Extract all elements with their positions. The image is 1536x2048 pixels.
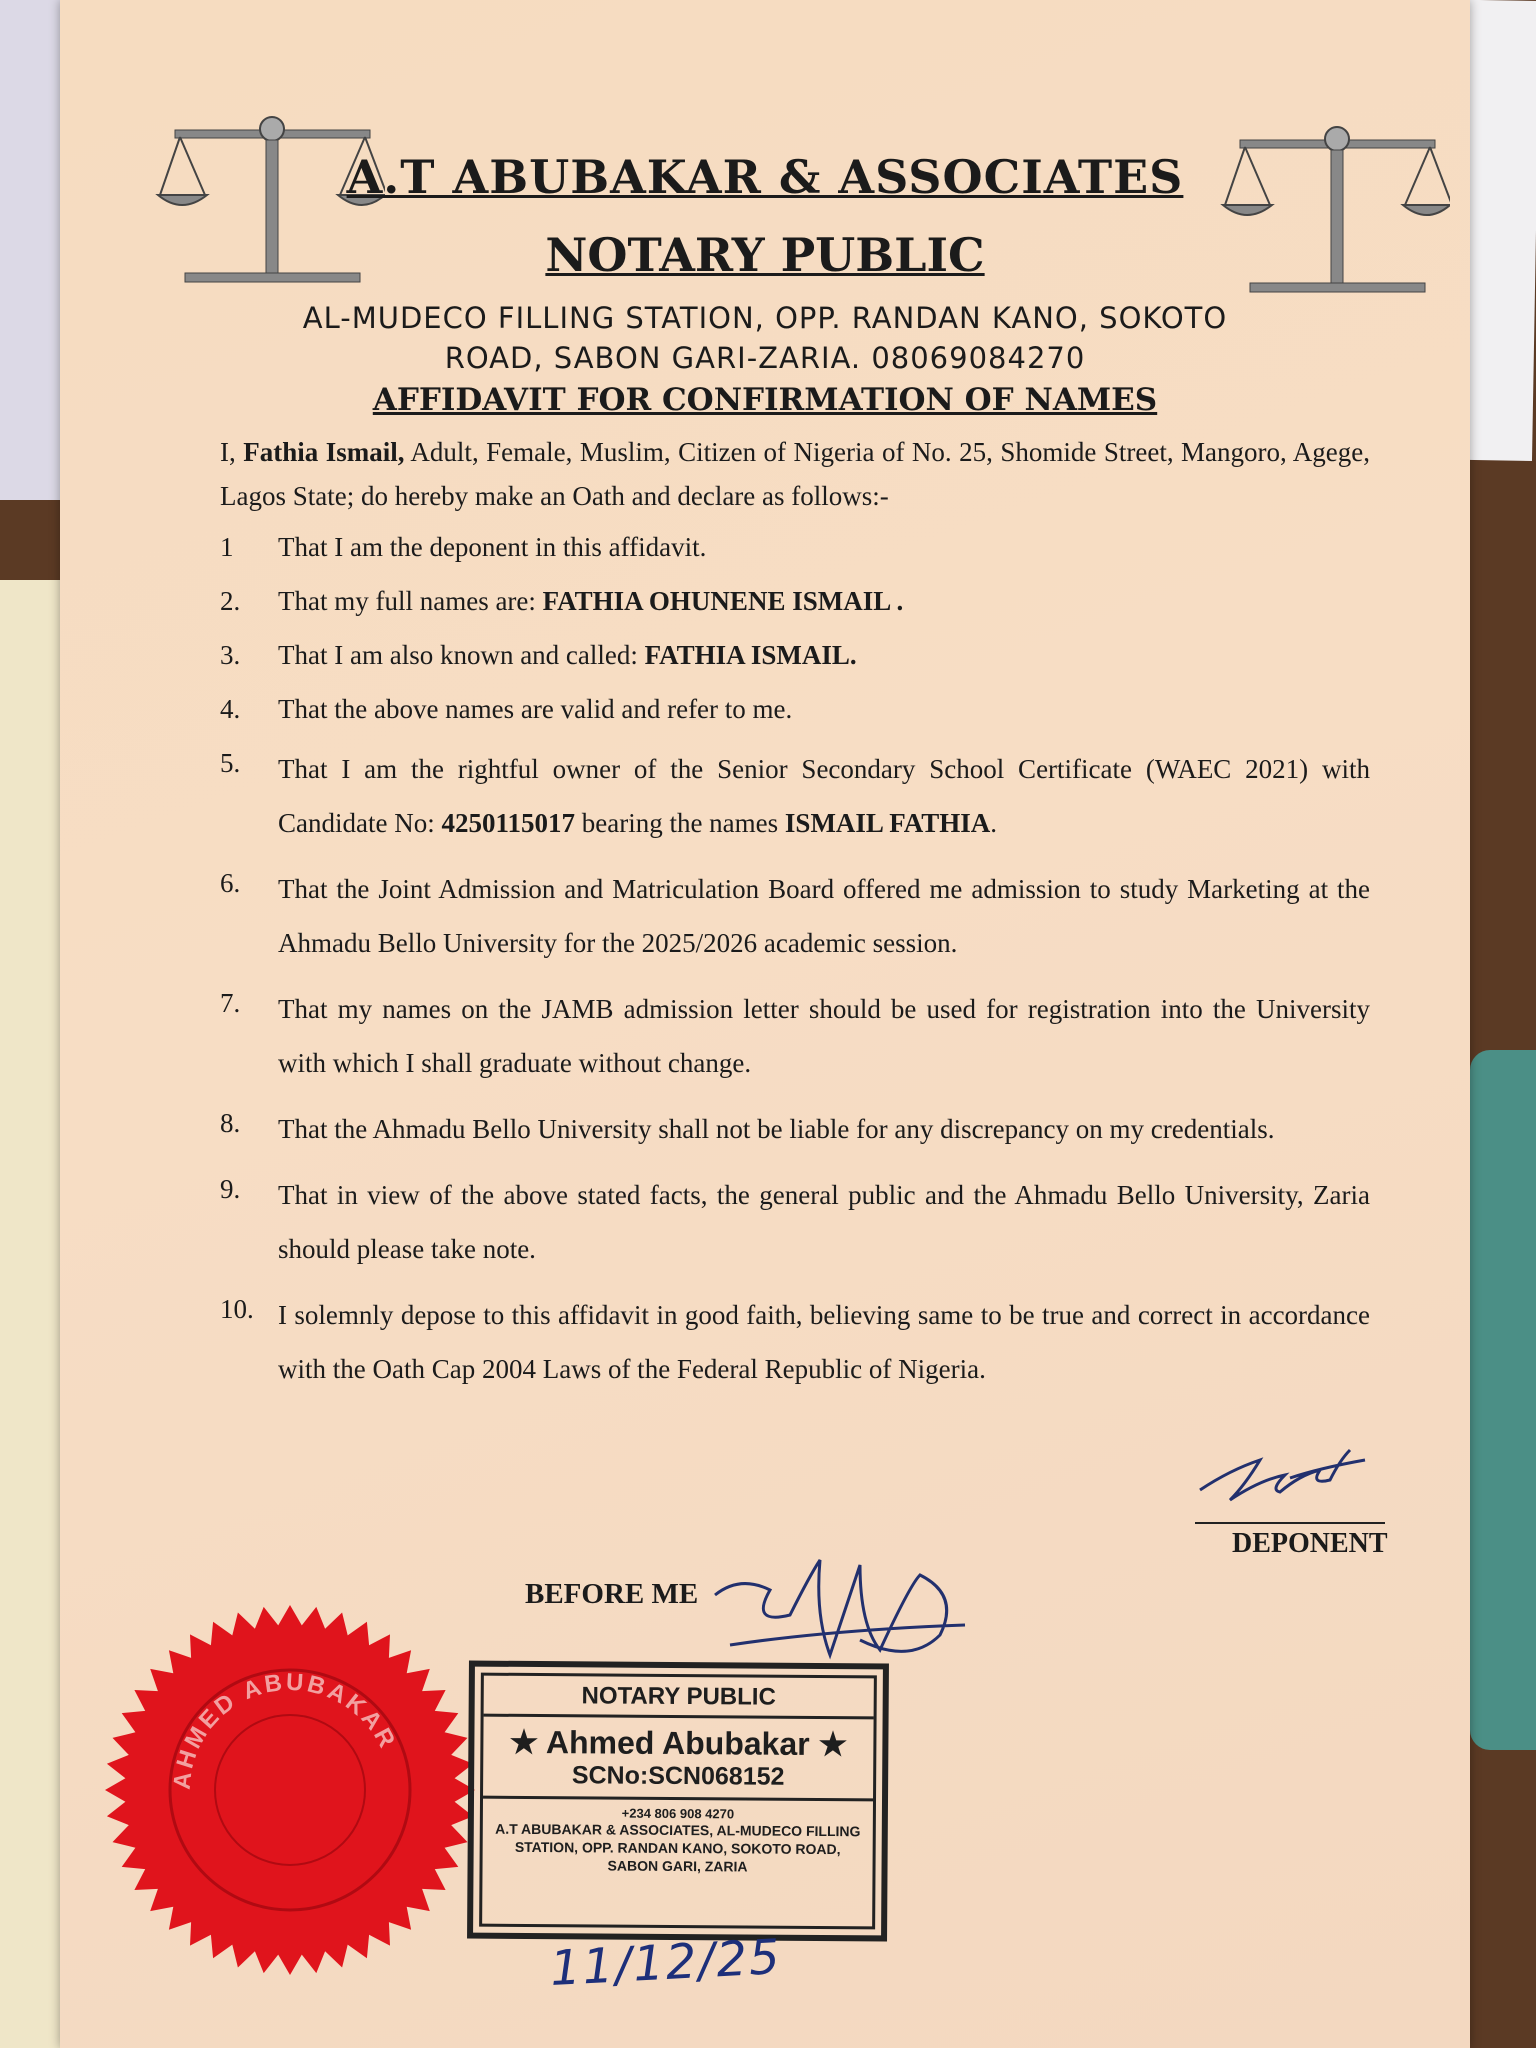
affidavit-sheet	[60, 0, 1470, 2048]
handwritten-date: 11/12/25	[548, 1928, 783, 1998]
list-item: 7. That my names on the JAMB admission letter should be used for registration into the University with which I shall graduate without change.	[220, 988, 1370, 1078]
address-line-2: ROAD, SABON GARI-ZARIA. 08069084270	[444, 341, 1086, 375]
affidavit-body	[220, 430, 1370, 1408]
notary-stamp	[467, 1661, 889, 1942]
address-line-1: AL-MUDECO FILLING STATION, OPP. RANDAN KANO, SOKOTO	[302, 301, 1228, 335]
deponent-signature-line	[1195, 1522, 1385, 1524]
background-green-folder	[1470, 1050, 1536, 1750]
list-item: 3. That I am also known and called: FATHIA ISMAIL.	[220, 640, 857, 670]
list-item: 1 That I am the deponent in this affidavit.	[220, 532, 707, 562]
list-item: 6. That the Joint Admission and Matriculation Board offered me admission to study Marketing at the Ahmadu Bello University for the 2025/2026 academic session.	[220, 868, 1370, 958]
red-notary-seal	[100, 1600, 480, 1980]
list-item: 9. That in view of the above stated facts, the general public and the Ahmadu Bello University, Zaria should please take note.	[220, 1174, 1370, 1264]
letterhead-subtitle: NOTARY PUBLIC	[545, 228, 985, 282]
list-item: 2. That my full names are: FATHIA OHUNENE ISMAIL .	[220, 586, 904, 616]
background-document-left	[0, 580, 60, 2048]
before-me-label: BEFORE ME	[525, 1578, 699, 1610]
list-item: 8. That the Ahmadu Bello University shall not be liable for any discrepancy on my credentials.	[220, 1108, 1275, 1144]
stamp-scn-number: SCNo:SCN068152	[483, 1761, 873, 1802]
firm-name: A.T ABUBAKAR & ASSOCIATES	[346, 150, 1184, 204]
seal-text: AHMED ABUBAKAR	[168, 1668, 402, 1791]
stamp-address: A.T ABUBAKAR & ASSOCIATES, AL-MUDECO FILLING STATION, OPP. RANDAN KANO, SOKOTO ROAD, SABON GARI, ZARIA	[495, 1820, 861, 1875]
stamp-title: NOTARY PUBLIC	[484, 1676, 874, 1720]
stamp-phone: +234 806 908 4270	[621, 1805, 735, 1822]
intro-paragraph: I, Fathia Ismail, Adult, Female, Muslim, Citizen of Nigeria of No. 25, Shomide Street, Mangoro, Agege, Lagos State; do hereby make an Oath and declare as follows:-	[220, 437, 1370, 511]
list-item: 4. That the above names are valid and refer to me.	[220, 694, 793, 724]
list-item: 10. I solemnly depose to this affidavit in good faith, believing same to be true and correct in accordance with the Oath Cap 2004 Laws of the Federal Republic of Nigeria.	[220, 1294, 1370, 1384]
letterhead-address	[60, 298, 1470, 378]
stamp-notary-name: ★ Ahmed Abubakar ★	[509, 1723, 848, 1763]
deponent-signature	[1190, 1430, 1370, 1520]
deponent-label: DEPONENT	[1232, 1528, 1388, 1559]
document-heading: AFFIDAVIT FOR CONFIRMATION OF NAMES	[372, 382, 1158, 418]
list-item: 5. That I am the rightful owner of the Senior Secondary School Certificate (WAEC 2021) with Candidate No: 4250115017 bearing the names ISMAIL FATHIA.	[220, 748, 1370, 838]
